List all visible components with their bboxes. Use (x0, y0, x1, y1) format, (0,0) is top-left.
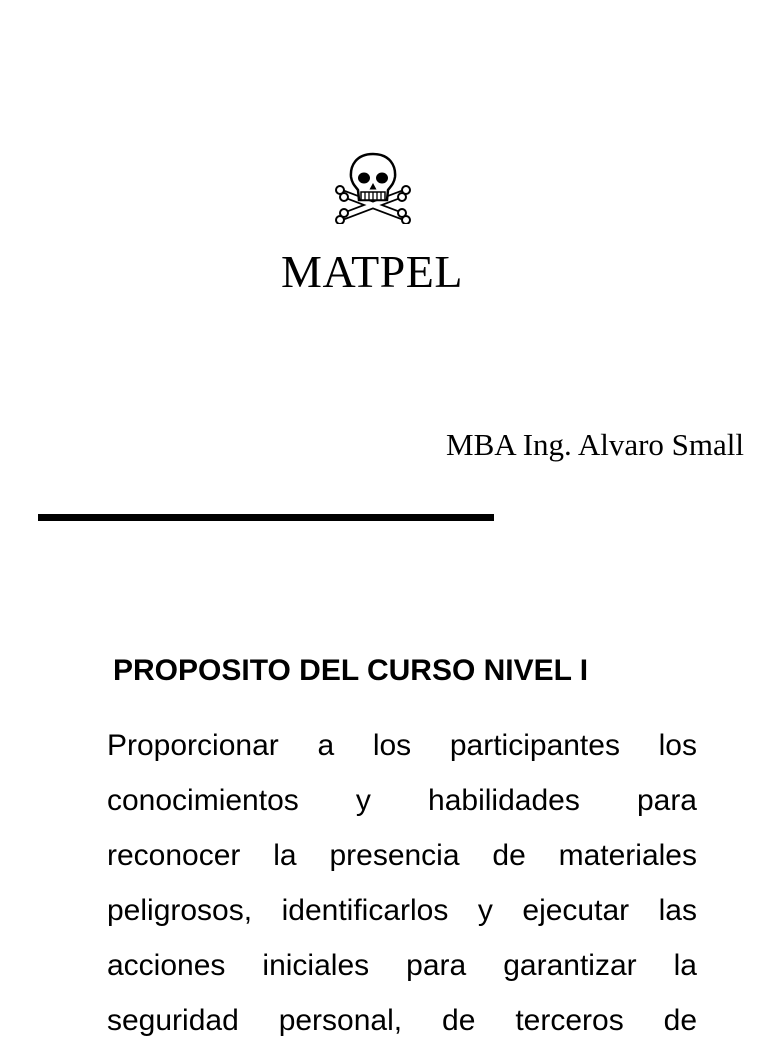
skull-crossbones-icon (334, 150, 412, 224)
body-paragraph (107, 718, 697, 1048)
document-title: MATPEL (281, 246, 463, 297)
divider-line (38, 514, 494, 521)
paragraph-line: peligrosos, identificarlos y ejecutar las (107, 894, 697, 927)
paragraph-line: reconocer la presencia de materiales (107, 839, 697, 872)
paragraph-line: Proporcionar a los participantes los (107, 729, 697, 762)
paragraph-line: seguridad personal, de terceros de (107, 1004, 697, 1037)
paragraph-line: conocimientos y habilidades para (107, 784, 697, 817)
author-name: MBA Ing. Alvaro Small (446, 427, 744, 462)
section-heading: PROPOSITO DEL CURSO NIVEL I (113, 654, 589, 687)
paragraph-line: acciones iniciales para garantizar la (107, 949, 697, 982)
